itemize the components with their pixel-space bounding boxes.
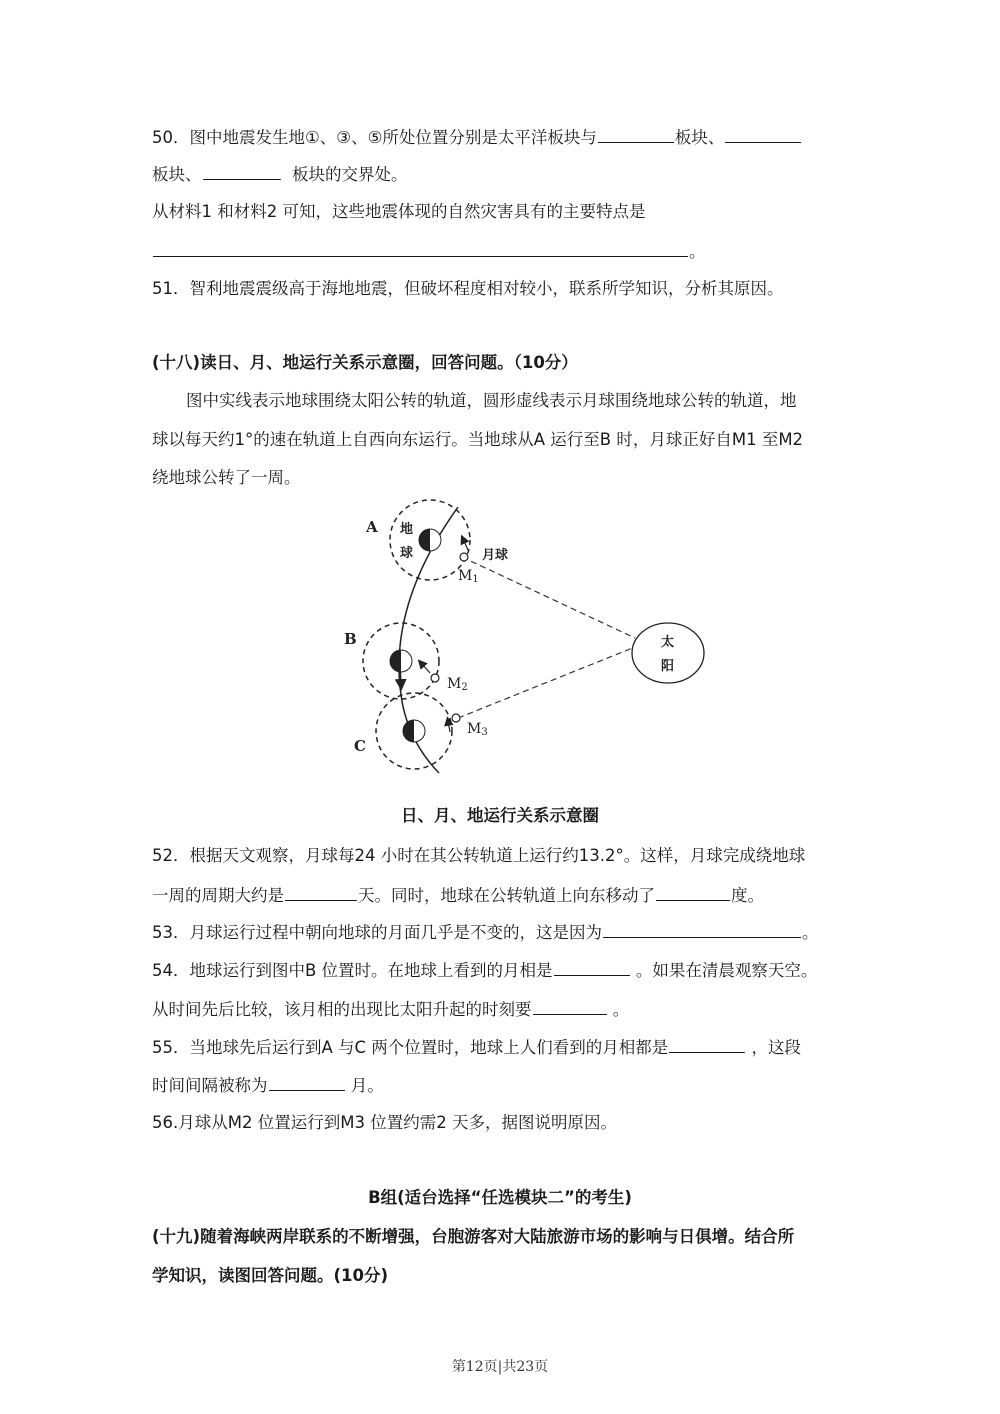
q50-line4: 。 [152, 240, 706, 263]
answer-blank[interactable] [603, 921, 801, 938]
section-18-para-2: 球以每天约1°的速在轨道上自西向东运行。当地球从A 运行至B 时，月球正好自M1 至M2 [152, 430, 804, 449]
page-footer: 第12页|共23页 [451, 1359, 549, 1375]
section-19-line1: (十九)随着海峡两岸联系的不断增强，台胞游客对大陆旅游市场的影响与日俱增。结合所 [152, 1227, 795, 1246]
answer-blank[interactable] [725, 126, 801, 143]
answer-blank[interactable] [285, 884, 357, 901]
section-18-para-1: 图中实线表示地球围绕太阳公转的轨道，圆形虚线表示月球围绕地球公转的轨道，地 [186, 391, 797, 410]
section-19-line2: 学知识，读图回答问题。(10分) [152, 1266, 389, 1285]
label-a: A [366, 518, 378, 536]
q56: 56.月球从M2 位置运行到M3 位置约需2 天多，据图说明原因。 [152, 1113, 617, 1132]
label-b: B [344, 630, 357, 648]
earth-label-1: 地 [400, 522, 414, 537]
answer-blank[interactable] [669, 1036, 745, 1053]
answer-blank[interactable] [598, 126, 674, 143]
answer-blank[interactable] [153, 240, 688, 257]
section-18-title: (十八)读日、月、地运行关系示意圈，回答问题。（10分） [152, 353, 578, 372]
q54-line1: 54．地球运行到图中B 位置时。在地球上看到的月相是 。如果在清晨观察天空。 [152, 961, 818, 980]
q50-line3: 从材料1 和材料2 可知，这些地震体现的自然灾害具有的主要特点是 [152, 202, 646, 221]
label-m3: M3 [467, 721, 488, 738]
q50-line2: 板块、 板块的交界处。 [152, 165, 408, 184]
moon-label: 月球 [482, 548, 509, 563]
sun-label-2: 阳 [661, 659, 675, 674]
earth-label-2: 球 [400, 546, 414, 561]
answer-blank[interactable] [533, 998, 607, 1015]
sunline-m3 [458, 647, 635, 718]
q53: 53．月球运行过程中朝向地球的月面几乎是不变的，这是因为 。 [152, 923, 819, 942]
sun [632, 623, 704, 683]
q54-line2: 从时间先后比较，该月相的出现比太阳升起的时刻要 。 [152, 1000, 630, 1019]
diagram-caption: 日、月、地运行关系示意圈 [401, 806, 599, 825]
q52-line2: 一周的周期大约是 天。同时，地球在公转轨道上向东移动了 度。 [152, 886, 764, 905]
answer-blank[interactable] [656, 884, 730, 901]
q52-line1: 52．根据天文观察，月球每24 小时在其公转轨道上运行约13.2°。这样，月球完成绕地球 [152, 846, 806, 865]
label-m1: M1 [458, 568, 479, 585]
label-c: C [354, 737, 366, 755]
moon-m3 [452, 714, 460, 722]
answer-blank[interactable] [203, 163, 281, 180]
moon-m2 [431, 674, 439, 682]
q51: 51．智利地震震级高于海地地震，但破坏程度相对较小，联系所学知识，分析其原因。 [152, 279, 784, 298]
q50-line1: 50．图中地震发生地①、③、⑤所处位置分别是太平洋板块与 板块、 [152, 126, 802, 149]
sun-label-1: 太 [661, 635, 675, 650]
section-18-para-3: 绕地球公转了一周。 [152, 468, 301, 487]
moon-m1 [460, 553, 468, 561]
answer-blank[interactable] [554, 959, 630, 976]
sun-moon-earth-diagram [330, 495, 730, 780]
label-m2: M2 [447, 676, 468, 693]
sunline-m1 [462, 557, 635, 638]
answer-blank[interactable] [269, 1074, 345, 1091]
group-b-heading: B组(适台选择“任选模块二”的考生) [368, 1188, 632, 1207]
q55-line2: 时间间隔被称为 月。 [152, 1076, 384, 1095]
q55-line1: 55．当地球先后运行到A 与C 两个位置时，地球上人们看到的月相都是 ，这段 [152, 1038, 802, 1057]
